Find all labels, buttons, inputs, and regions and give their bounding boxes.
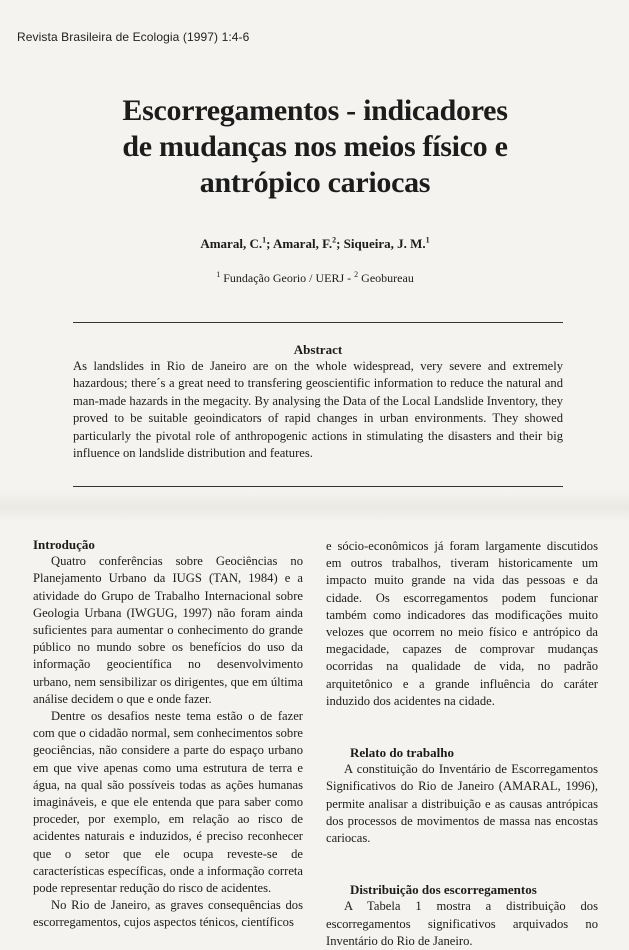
journal-name: Revista Brasileira de Ecologia — [17, 30, 180, 44]
title-line: Escorregamentos - indicadores — [122, 94, 508, 127]
affil-mark: 2 — [354, 270, 359, 279]
journal-citation: (1997) 1:4-6 — [182, 30, 250, 44]
column-left — [33, 536, 303, 932]
affil-mark: 1 — [216, 270, 221, 279]
affiliations — [60, 271, 570, 286]
paragraph-continuation: e sócio-econômicos já foram largamente discutidos em outros trabalhos, tiveram historicamente um impacto muito grande na vida das pessoas e da cidade. Os escorregamentos podem funcionar também como indicadores das modificações muito velozes que ocorrem no meio físico e antrópico da megacidade, capazes de comprovar mudanças ocorridas na qualidade de vida, no padrão arquitetônico e a grande influência do caráter induzido dos acidentes na cidade. — [326, 539, 598, 708]
author-separator: ; — [336, 236, 344, 251]
author-affil-mark: 1 — [425, 235, 430, 245]
affil-text: Geobureau — [361, 271, 414, 285]
author-name: Amaral, C. — [200, 236, 263, 251]
section-heading-distribuicao: Distribuição dos escorregamentos — [350, 882, 537, 898]
author-list — [60, 236, 570, 252]
divider-top — [73, 322, 563, 323]
author-separator: ; — [266, 236, 273, 251]
abstract-body: As landslides in Rio de Janeiro are on the whole widespread, very severe and extremely hazardous; there´s a great need to transfering geoscientific information to reduce the natural and man-made hazards in the megacity. By analysing the Data of the Local Landslide Inventory, they proved to be suitable geoindicators of rapid changes in urban environments. They showed particularly the pivotal role of anthropogenic actions in stimulating the disasters and their big influence on landslide distribution and features. — [73, 359, 563, 461]
divider-bottom — [73, 486, 563, 487]
spacer — [326, 847, 598, 881]
section-heading-relato: Relato do trabalho — [350, 745, 454, 761]
author-name: Amaral, F. — [272, 236, 333, 251]
affil-text: Fundação Georio / UERJ - — [223, 271, 355, 285]
author-name: Siqueira, J. M. — [343, 236, 426, 251]
author-affil-mark: 2 — [332, 235, 337, 245]
paragraph: Quatro conferências sobre Geociências no Planejamento Urbano da IUGS (TAN, 1984) e a atividade do Grupo de Trabalho Internacional sobre Geologia Urbana (IWGUG, 1997) não foram ainda suficientes para aumentar o conhecimento do grande público no mundo sobre os benefícios do uso da informação geocientífica no desenvolvimento urbano, nem sensibilizar os dirigentes, que em última análise decidem o que e onde fazer. — [33, 554, 303, 706]
paper-title — [60, 93, 570, 201]
paragraph: A Tabela 1 mostra a distribuição dos escorregamentos significativos arquivados no Inventário do Rio de Janeiro. — [326, 899, 598, 948]
title-line: antrópico cariocas — [199, 166, 431, 199]
journal-header — [17, 30, 249, 44]
paragraph: A constituição do Inventário de Escorregamentos Significativos do Rio de Janeiro (AMARAL, 1996), permite analisar a distribuição e as causas antrópicas dos processos de movimentos de massa nas encostas cariocas. — [326, 762, 598, 846]
author-affil-mark: 1 — [262, 235, 267, 245]
paragraph: No Rio de Janeiro, as graves consequências dos escorregamentos, cujos aspectos ténicos, científicos — [33, 898, 303, 930]
paragraph: Dentre os desafios neste tema estão o de fazer com que o cidadão normal, sem conhecimentos sobre geociências, não considere a parte do espaço urbano em que vive apenas como uma estrutura de terra e água, na qual são possíveis todas as ações humanas imagináveis, e que ele entenda que para saber como proceder, por exemplo, em relação ao risco de acidentes naturais e induzidos, é preciso reconhecer que o setor que ele ocupa reveste-se de características específicas, onde a informação correta pode representar redução do risco de acidentes. — [33, 709, 303, 896]
abstract-heading: Abstract — [293, 342, 343, 357]
title-line: de mudanças nos meios físico e — [122, 130, 508, 163]
column-right — [326, 538, 598, 950]
page-fold-shadow — [0, 492, 629, 522]
spacer — [326, 710, 598, 744]
section-heading-introducao: Introdução — [33, 537, 95, 552]
